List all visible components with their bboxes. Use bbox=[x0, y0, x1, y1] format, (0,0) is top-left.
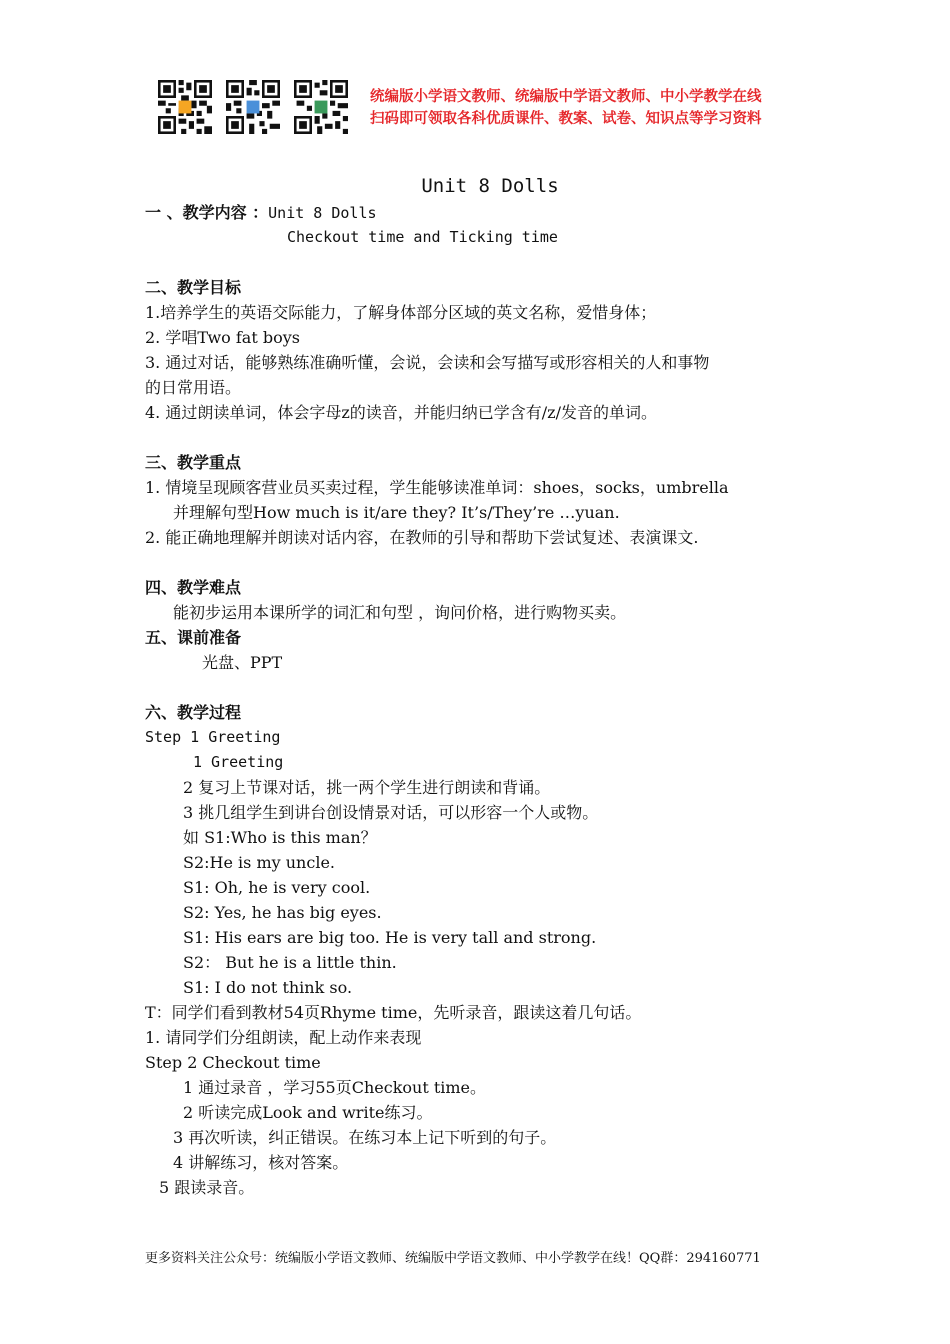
lesson-plan bbox=[145, 172, 815, 1200]
section-3-heading: 三、教学重点 bbox=[145, 453, 242, 472]
dialogue-line: S1: His ears are big too. He is very tall and strong. bbox=[183, 928, 597, 947]
section-4-content: 能初步运用本课所学的词汇和句型 ，询问价格，进行购物买卖。 bbox=[173, 603, 627, 622]
list-item: 1.培养学生的英语交际能力，了解身体部分区域的英文名称，爱惜身体； bbox=[145, 303, 657, 322]
qr-code-icon bbox=[294, 80, 348, 134]
qr-code-2[interactable] bbox=[226, 80, 280, 134]
dialogue-line: S1: I do not think so. bbox=[183, 978, 353, 997]
promo-line-2: 扫码即可领取各科优质课件、教案、试卷、知识点等学习资料 bbox=[370, 111, 762, 127]
page-title: Unit 8 Dolls bbox=[421, 175, 559, 197]
dialogue-line: 如 S1:Who is this man？ bbox=[183, 828, 377, 847]
qr-code-icon bbox=[226, 80, 280, 134]
dialogue-line: S2:He is my uncle. bbox=[183, 853, 335, 872]
step-2-item: 3 再次听读，纠正错误。在练习本上记下听到的句子。 bbox=[173, 1128, 557, 1147]
list-item: 3. 通过对话，能够熟练准确听懂，会说，会读和会写描写或形容相关的人和事物 bbox=[145, 353, 710, 372]
section-1-content: Unit 8 Dolls bbox=[268, 204, 377, 222]
step-1-title: Step 1 Greeting bbox=[145, 728, 281, 746]
step-2-item: 1 通过录音 ，学习55页Checkout time。 bbox=[183, 1078, 487, 1097]
qr-code-3[interactable] bbox=[294, 80, 348, 134]
page-footer: 更多资料关注公众号：统编版小学语文教师、统编版中学语文教师、中小学教学在线！QQ群：294160771 bbox=[145, 1251, 761, 1266]
section-1 bbox=[145, 200, 815, 225]
qr-code-icon bbox=[158, 80, 212, 134]
dialogue-line: S2: Yes, he has big eyes. bbox=[183, 903, 382, 922]
header-banner bbox=[158, 80, 798, 136]
section-1-heading: 一 、教学内容 ： bbox=[145, 203, 269, 222]
list-item: 2. 学唱Two fat boys bbox=[145, 328, 300, 347]
list-item: 2. 能正确地理解并朗读对话内容，在教师的引导和帮助下尝试复述、表演课文. bbox=[145, 528, 699, 547]
section-2-heading: 二、教学目标 bbox=[145, 278, 242, 297]
list-item: 的日常用语。 bbox=[145, 378, 242, 397]
step-1-item-3: 3 挑几组学生到讲台创设情景对话，可以形容一个人或物。 bbox=[183, 803, 599, 822]
qr-code-1[interactable] bbox=[158, 80, 212, 134]
section-4-heading: 四、教学难点 bbox=[145, 578, 242, 597]
section-5-content: 光盘、PPT bbox=[202, 653, 283, 672]
list-item: 1. 情境呈现顾客营业员买卖过程，学生能够读准单词：shoes，socks，umbrella bbox=[145, 478, 729, 497]
step-2-item: 4 讲解练习，核对答案。 bbox=[173, 1153, 349, 1172]
step-2-item: 2 听读完成Look and write练习。 bbox=[183, 1103, 433, 1122]
list-item: 并理解句型How much is it/are they? It’s/They’re …yuan. bbox=[173, 503, 620, 522]
dialogue-line: S1: Oh, he is very cool. bbox=[183, 878, 371, 897]
step-2-item: 5 跟读录音。 bbox=[159, 1178, 255, 1197]
list-item: 4. 通过朗读单词，体会字母z的读音，并能归纳已学含有/z/发音的单词。 bbox=[145, 403, 657, 422]
step-1-item-2: 2 复习上节课对话，挑一两个学生进行朗读和背诵。 bbox=[183, 778, 551, 797]
step-1-greeting: 1 Greeting bbox=[193, 753, 284, 771]
group-reading: 1. 请同学们分组朗读，配上动作来表现 bbox=[145, 1028, 422, 1047]
promo-line-1: 统编版小学语文教师、统编版中学语文教师、中小学教学在线 bbox=[370, 89, 762, 105]
section-1-content-2: Checkout time and Ticking time bbox=[287, 228, 558, 246]
step-2-title: Step 2 Checkout time bbox=[145, 1053, 321, 1072]
teacher-instruction: T：同学们看到教材54页Rhyme time，先听录音，跟读这着几句话。 bbox=[145, 1003, 642, 1022]
section-6-heading: 六、教学过程 bbox=[145, 703, 242, 722]
promo-text bbox=[370, 86, 762, 130]
section-5-heading: 五、课前准备 bbox=[145, 628, 242, 647]
dialogue-line: S2： But he is a little thin. bbox=[183, 953, 397, 972]
